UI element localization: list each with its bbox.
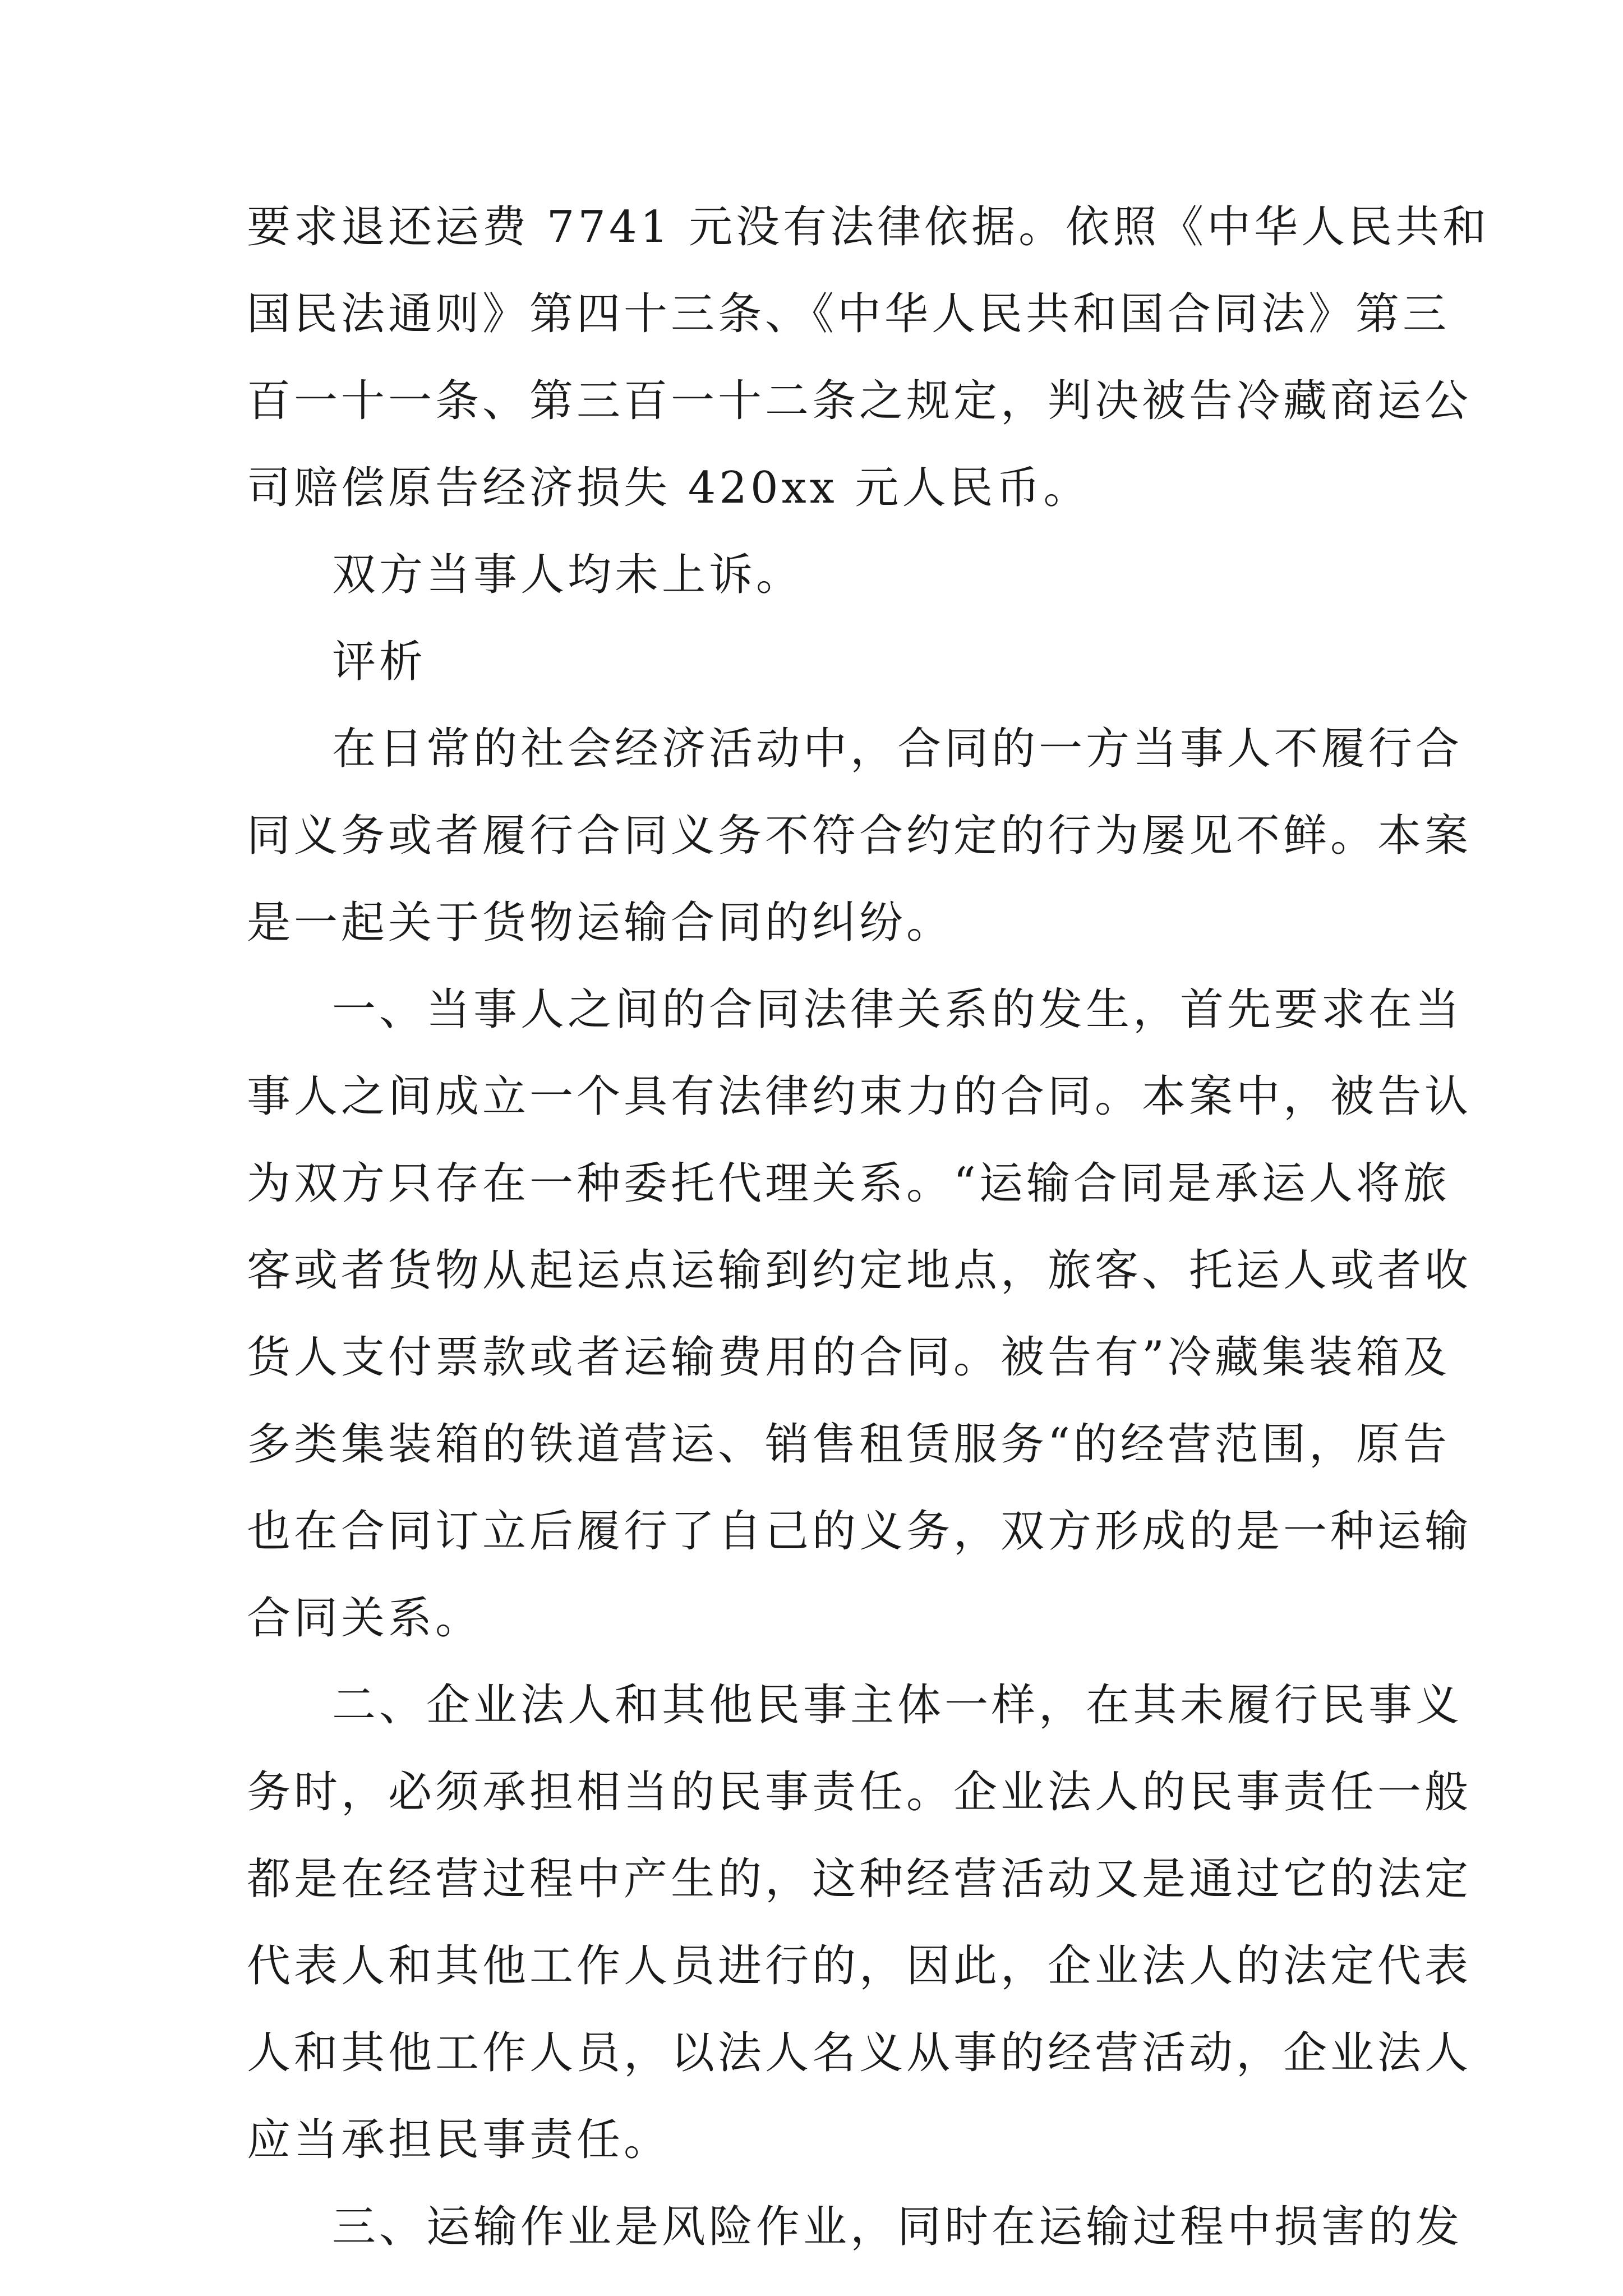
text-line: 应当承担民事责任。	[247, 2115, 671, 2165]
section-heading: 评析	[332, 637, 427, 687]
text-line: 一、当事人之间的合同法律关系的发生，首先要求在当	[332, 984, 1463, 1035]
text-line: 代表人和其他工作人员进行的，因此，企业法人的法定代表	[247, 1941, 1472, 1991]
text-line: 同义务或者履行合同义务不符合约定的行为屡见不鲜。本案	[247, 811, 1472, 861]
text-line: 也在合同订立后履行了自己的义务，双方形成的是一种运输	[247, 1506, 1472, 1557]
text-line: 事人之间成立一个具有法律约束力的合同。本案中，被告认	[247, 1071, 1472, 1122]
text-line: 货人支付票款或者运输费用的合同。被告有”冷藏集装箱及	[247, 1332, 1450, 1383]
text-line: 双方当事人均未上诉。	[332, 550, 804, 600]
text-line: 三、运输作业是风险作业，同时在运输过程中损害的发	[332, 2202, 1463, 2252]
text-line: 都是在经营过程中产生的，这种经营活动又是通过它的法定	[247, 1854, 1472, 1904]
text-line: 务时，必须承担相当的民事责任。企业法人的民事责任一般	[247, 1767, 1472, 1818]
text-line: 是一起关于货物运输合同的纠纷。	[247, 898, 954, 948]
text-line: 在日常的社会经济活动中，合同的一方当事人不履行合	[332, 724, 1463, 774]
text-line: 国民法通则》第四十三条、《中华人民共和国合同法》第三	[247, 289, 1450, 339]
text-line: 为双方只存在一种委托代理关系。“运输合同是承运人将旅	[247, 1158, 1450, 1209]
text-line: 要求退还运费 7741 元没有法律依据。依照《中华人民共和	[247, 202, 1490, 252]
text-line: 多类集装箱的铁道营运、销售租赁服务“的经营范围，原告	[247, 1419, 1450, 1470]
text-line: 人和其他工作人员，以法人名义从事的经营活动，企业法人	[247, 2028, 1472, 2078]
text-line: 客或者货物从起运点运输到约定地点，旅客、托运人或者收	[247, 1245, 1472, 1296]
text-line: 二、企业法人和其他民事主体一样，在其未履行民事义	[332, 1680, 1463, 1731]
text-line: 百一十一条、第三百一十二条之规定，判决被告冷藏商运公	[247, 376, 1472, 426]
text-line: 司赔偿原告经济损失 420xx 元人民币。	[247, 463, 1091, 513]
text-line: 合同关系。	[247, 1593, 483, 1644]
